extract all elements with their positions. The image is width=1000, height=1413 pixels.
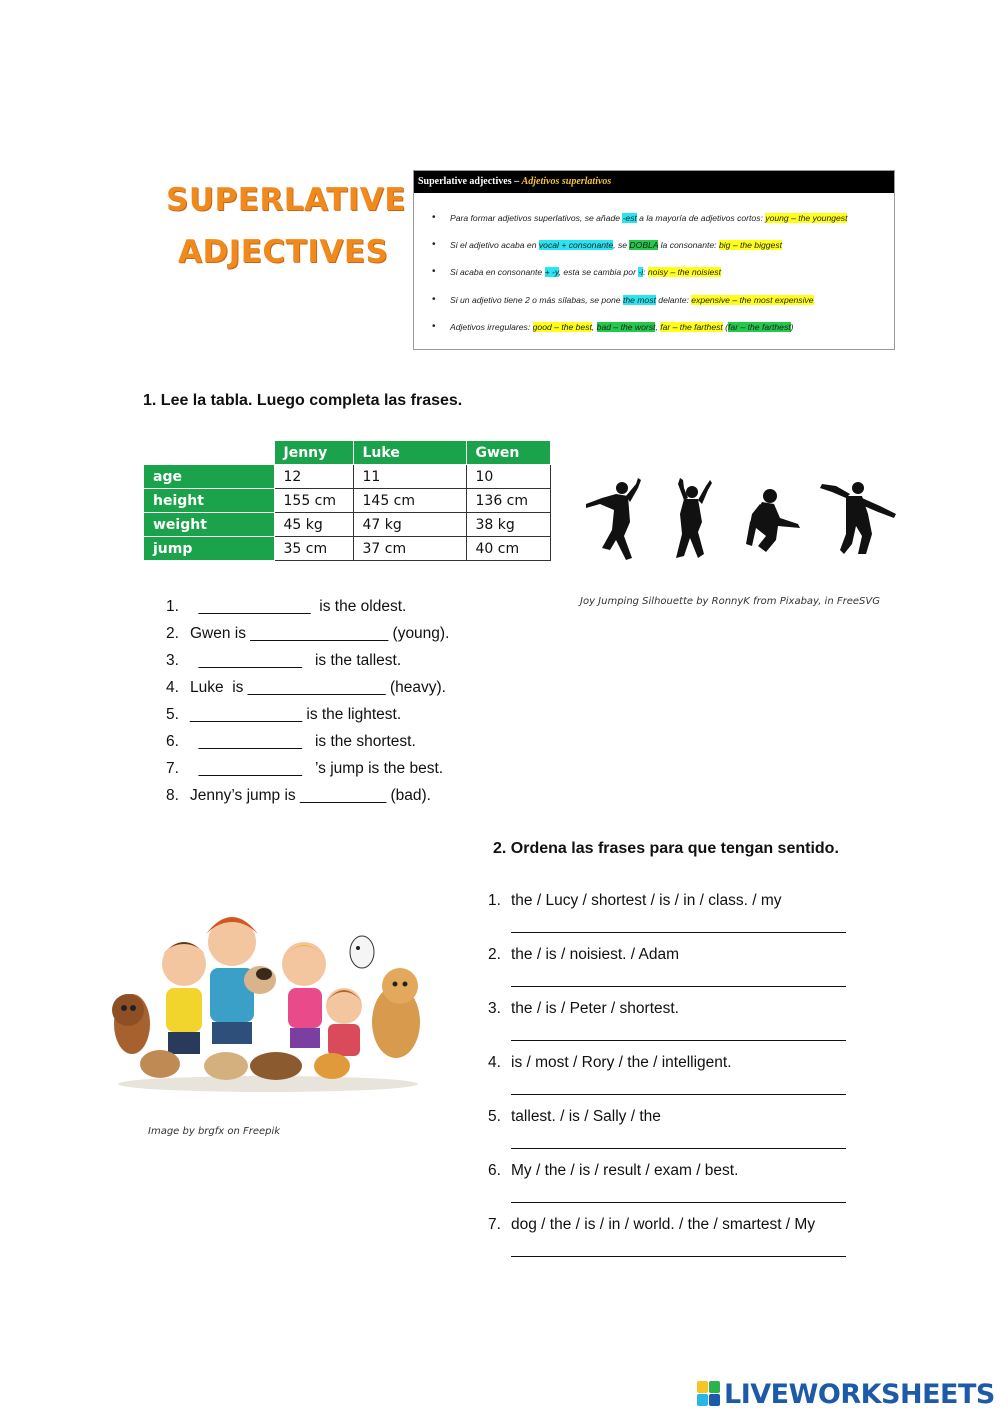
title-line-2: ADJECTIVES (178, 234, 389, 270)
table-row (144, 513, 551, 537)
table-cell: 40 cm (466, 537, 550, 561)
table-corner (144, 441, 275, 465)
rule-text: Si un adjetivo tiene 2 o más sílabas, se pone (450, 295, 623, 305)
table-row-label: weight (144, 513, 275, 537)
rule-text: ) (790, 322, 794, 332)
highlighted-example: DOBLA (629, 240, 659, 250)
list-item: 2. Gwen is ________________ (young). (166, 625, 450, 642)
rule-text: Si acaba en consonante (450, 267, 545, 277)
rule-text: a la mayoría de adjetivos cortos: (636, 213, 766, 223)
kids-with-dogs-image (106, 904, 430, 1094)
table-cell: 45 kg (274, 513, 353, 537)
answer-line (511, 1094, 846, 1095)
highlighted-example: bad – the worst (596, 322, 656, 332)
exercise1-sentences (166, 596, 449, 812)
exercise2-heading: 2. Ordena las frases para que tengan sentido. (493, 840, 839, 857)
rule-text: , (655, 322, 661, 332)
rule-text: la consonante: (658, 240, 719, 250)
grammar-rule (450, 267, 721, 277)
table-cell: 10 (466, 465, 550, 489)
table-cell: 155 cm (274, 489, 353, 513)
table-cell: 35 cm (274, 537, 353, 561)
table-row-label: height (144, 489, 275, 513)
table-cell: 145 cm (353, 489, 466, 513)
grammar-box-heading: Superlative adjectives – Adjetivos superlativos (414, 171, 894, 193)
data-table (143, 440, 551, 561)
rule-text: Si el adjetivo acaba en (450, 240, 539, 250)
rule-text: Para formar adjetivos superlativos, se añade (450, 213, 623, 223)
rule-text: Adjetivos irregulares: (450, 322, 533, 332)
rule-text: , (591, 322, 597, 332)
answer-line (511, 1256, 846, 1257)
table-col-header: Luke (353, 441, 466, 465)
grammar-rule (450, 295, 814, 305)
list-item: 7. ____________ ’s jump is the best. (166, 760, 444, 777)
kids-image-caption: Image by brgfx on Freepik (148, 1126, 281, 1137)
rule-text: ( (722, 322, 729, 332)
highlighted-example: good – the best (532, 322, 592, 332)
table-row (144, 537, 551, 561)
highlighted-example: expensive – the most expensive (691, 295, 814, 305)
list-item: 8. Jenny’s jump is __________ (bad). (166, 787, 431, 804)
jumping-silhouettes-image (580, 474, 900, 566)
list-item: 4. Luke is ________________ (heavy). (166, 679, 446, 696)
table-cell: 37 cm (353, 537, 466, 561)
table-header-row (144, 441, 551, 465)
silhouettes-caption: Joy Jumping Silhouette by RonnyK from Pixabay, in FreeSVG (580, 596, 880, 607)
table-row (144, 489, 551, 513)
rule-text: , esta se cambia por (558, 267, 639, 277)
answer-line (511, 1202, 846, 1203)
table-cell: 47 kg (353, 513, 466, 537)
liveworksheets-logo[interactable] (697, 1376, 995, 1412)
list-item: 5. _____________ is the lightest. (166, 706, 402, 723)
grammar-rule (450, 240, 782, 250)
list-item: 3. ____________ is the tallest. (166, 652, 402, 669)
table-cell: 38 kg (466, 513, 550, 537)
highlighted-example: far – the farthest (728, 322, 791, 332)
liveworksheets-logo-icon (697, 1381, 721, 1407)
grammar-rule (450, 213, 847, 223)
list-item: 1. the / Lucy / shortest / is / in / class. / my (488, 892, 868, 946)
list-item: 5. tallest. / is / Sally / the (488, 1108, 868, 1162)
rule-text: delante: (655, 295, 692, 305)
highlighted-example: far – the farthest (660, 322, 723, 332)
exercise1-heading: 1. Lee la tabla. Luego completa las frases. (143, 392, 463, 409)
rule-text: , se (613, 240, 630, 250)
table-col-header: Jenny (274, 441, 353, 465)
highlighted-example: big – the biggest (718, 240, 783, 250)
table-row-label: jump (144, 537, 275, 561)
answer-line (511, 932, 846, 933)
table-row (144, 465, 551, 489)
list-item: 2. the / is / noisiest. / Adam (488, 946, 868, 1000)
list-item: 4. is / most / Rory / the / intelligent. (488, 1054, 868, 1108)
liveworksheets-logo-text: LIVEWORKSHEETS (724, 1378, 995, 1410)
table-cell: 12 (274, 465, 353, 489)
list-item: 6. ____________ is the shortest. (166, 733, 416, 750)
list-item: 1. _____________ is the oldest. (166, 598, 407, 615)
answer-line (511, 986, 846, 987)
answer-line (511, 1040, 846, 1041)
highlighted-example: the most (622, 295, 656, 305)
exercise2-items (488, 892, 868, 1270)
title-line-1: SUPERLATIVE (166, 182, 406, 218)
highlighted-example: vocal + consonante (538, 240, 614, 250)
grammar-rules-box (413, 170, 895, 350)
highlighted-example: -est (622, 213, 637, 223)
list-item: 6. My / the / is / result / exam / best. (488, 1162, 868, 1216)
table-cell: 11 (353, 465, 466, 489)
table-row-label: age (144, 465, 275, 489)
rule-text: : (643, 267, 648, 277)
table-col-header: Gwen (466, 441, 550, 465)
highlighted-example: young – the youngest (765, 213, 848, 223)
highlighted-example: + -y (544, 267, 559, 277)
list-item: 7. dog / the / is / in / world. / the / smartest / My (488, 1216, 868, 1270)
table-cell: 136 cm (466, 489, 550, 513)
highlighted-example: -i (638, 267, 644, 277)
list-item: 3. the / is / Peter / shortest. (488, 1000, 868, 1054)
highlighted-example: noisy – the noisiest (647, 267, 721, 277)
answer-line (511, 1148, 846, 1149)
grammar-rule (450, 322, 794, 332)
